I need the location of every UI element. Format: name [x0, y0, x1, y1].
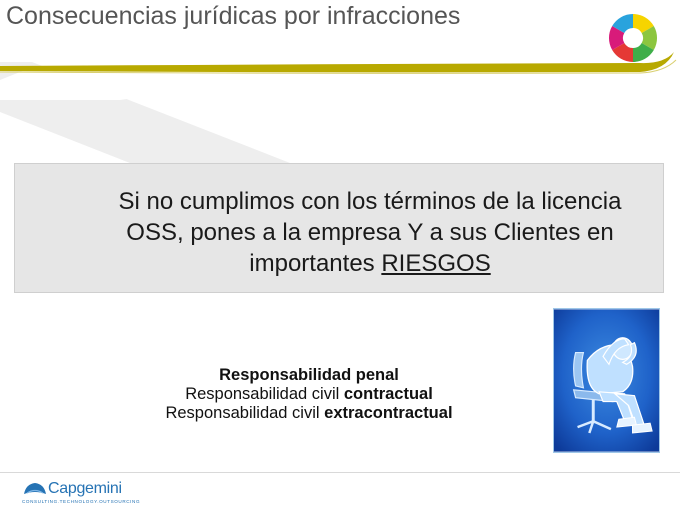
callout-main-text: Si no cumplimos con los términos de la licencia OSS, pones a la empresa Y a sus Clientes en importantes	[118, 188, 622, 277]
brand-name: Capgemini	[48, 480, 122, 497]
worried-person-illustration	[553, 308, 660, 453]
consequence-emphasis: extracontractual	[324, 404, 453, 422]
consequence-emphasis: Responsabilidad penal	[219, 366, 399, 384]
slide-title: Consecuencias jurídicas por infracciones	[6, 2, 461, 30]
consequence-item-extracontractual: Responsabilidad civil extracontractual	[165, 404, 453, 422]
consequences-list	[120, 366, 498, 423]
warning-callout	[14, 163, 664, 293]
color-wheel-icon	[607, 12, 659, 64]
capgemini-spade-icon	[22, 480, 48, 498]
consequence-item-contractual: Responsabilidad civil contractual	[185, 385, 433, 403]
brand-tagline: CONSULTING.TECHNOLOGY.OUTSOURCING	[22, 499, 141, 504]
consequence-emphasis: contractual	[343, 385, 433, 403]
callout-text	[95, 186, 645, 279]
footer-divider	[0, 472, 680, 473]
riesgos-emphasis: RIESGOS	[381, 250, 491, 277]
consequence-item-penal	[120, 366, 498, 385]
